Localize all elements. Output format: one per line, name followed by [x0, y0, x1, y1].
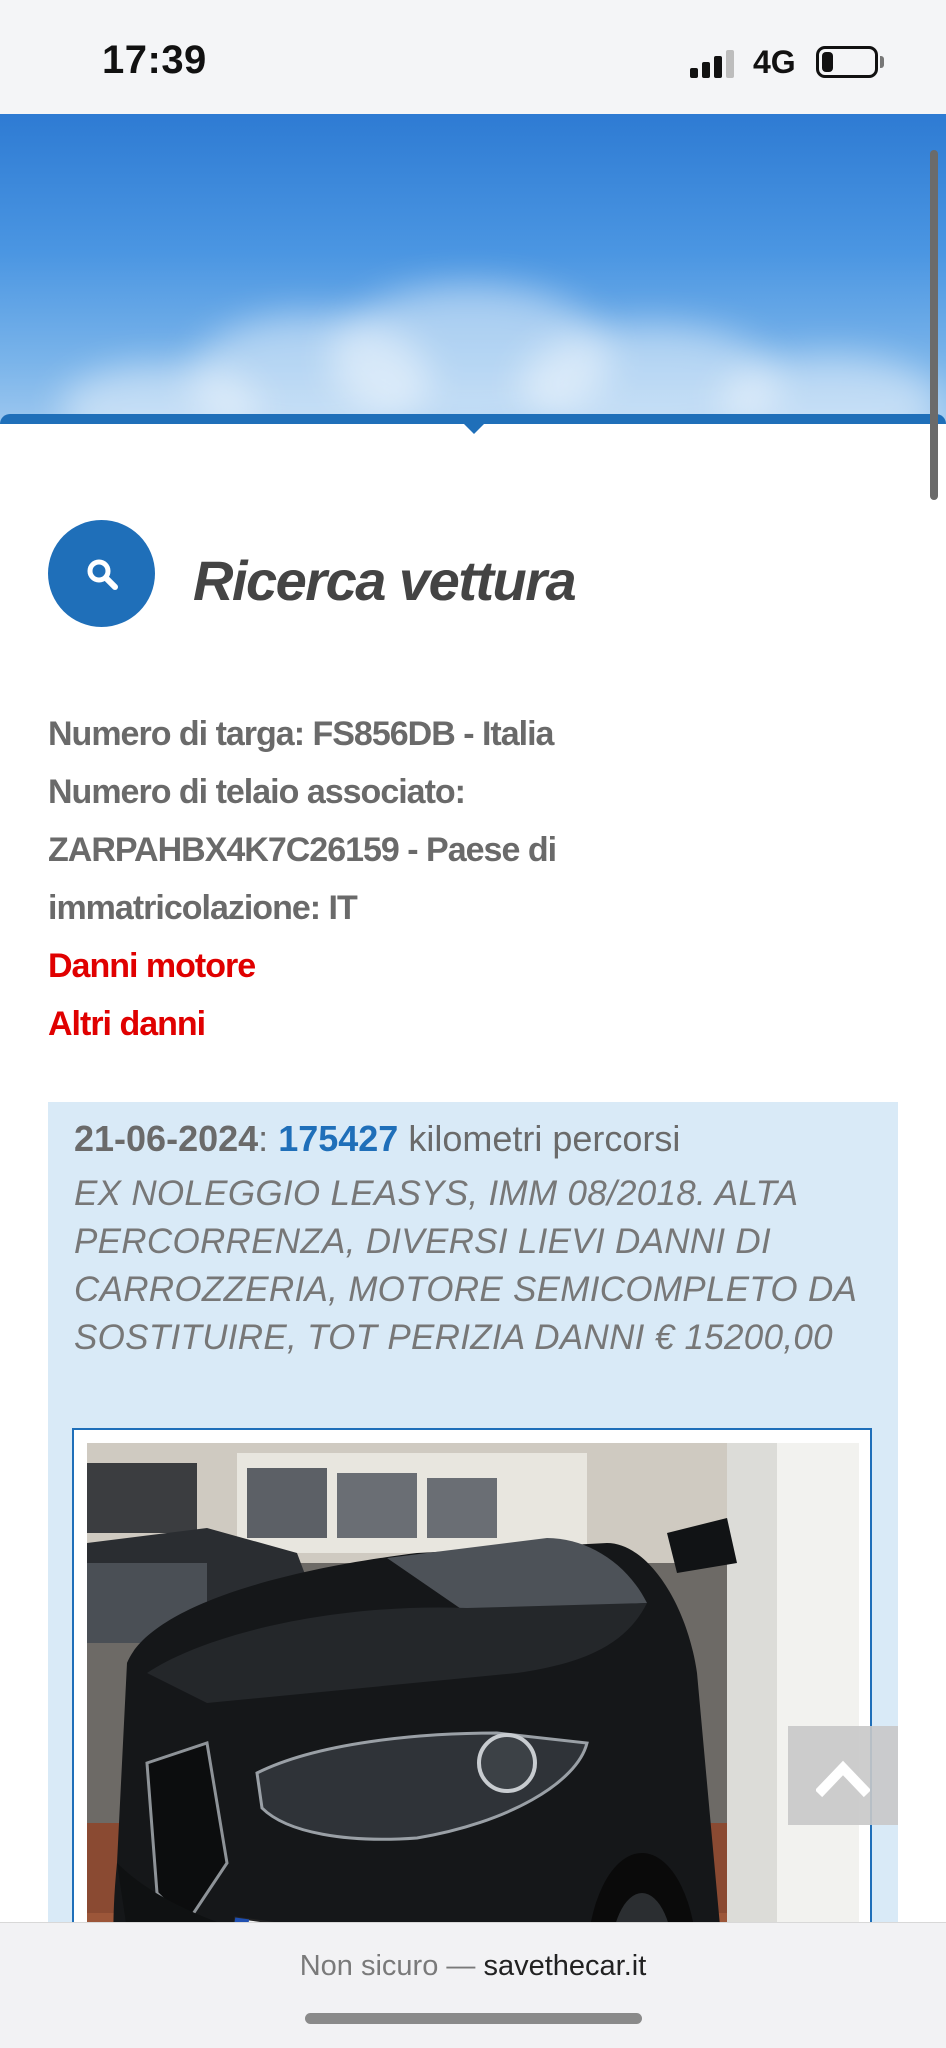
not-secure-label: Non sicuro —: [299, 1950, 476, 1982]
battery-fill: [822, 52, 833, 72]
url-domain: savethecar.it: [483, 1950, 647, 1982]
signal-icon: [690, 48, 740, 78]
inspection-record: [48, 1102, 898, 2048]
vin-line-1: Numero di telaio associato:: [48, 773, 465, 811]
record-separator: :: [258, 1118, 269, 1159]
vehicle-info: [48, 705, 898, 1053]
record-description: EX NOLEGGIO LEASYS, IMM 08/2018. ALTA PERCORRENZA, DIVERSI LIEVI DANNI DI CARROZZERIA, MOTORE SEMICOMPLETO DA SOSTITUIRE, TOT PERIZIA DANNI € 15200,00: [74, 1174, 856, 1357]
record-date: 21-06-2024: [74, 1118, 259, 1159]
browser-bar: [0, 1922, 946, 2048]
banner-notch: [462, 422, 486, 434]
battery-tip: [880, 56, 884, 68]
status-time: 17:39: [102, 38, 207, 82]
vin-line-3: immatricolazione: IT: [48, 889, 357, 927]
record-km-label: kilometri percorsi: [408, 1118, 681, 1159]
chevron-up-icon: [816, 1754, 870, 1798]
network-label: 4G: [753, 44, 796, 80]
page-title: Ricerca vettura: [193, 549, 576, 612]
vin-line-2: ZARPAHBX4K7C26159 - Paese di: [48, 831, 557, 869]
damage-engine: Danni motore: [48, 947, 256, 985]
home-indicator[interactable]: [305, 2013, 642, 2024]
back-to-top-button[interactable]: [788, 1726, 898, 1825]
address-bar[interactable]: [0, 1950, 946, 1983]
battery-icon: [816, 46, 878, 78]
damage-other: Altri danni: [48, 1005, 206, 1043]
plate-line: Numero di targa: FS856DB - Italia: [48, 715, 554, 753]
record-km: 175427: [278, 1118, 399, 1159]
search-icon: [48, 520, 155, 627]
page-scrollbar[interactable]: [930, 150, 938, 500]
header-banner: [0, 114, 946, 424]
status-bar: [0, 0, 946, 114]
record-header: [74, 1118, 680, 1160]
